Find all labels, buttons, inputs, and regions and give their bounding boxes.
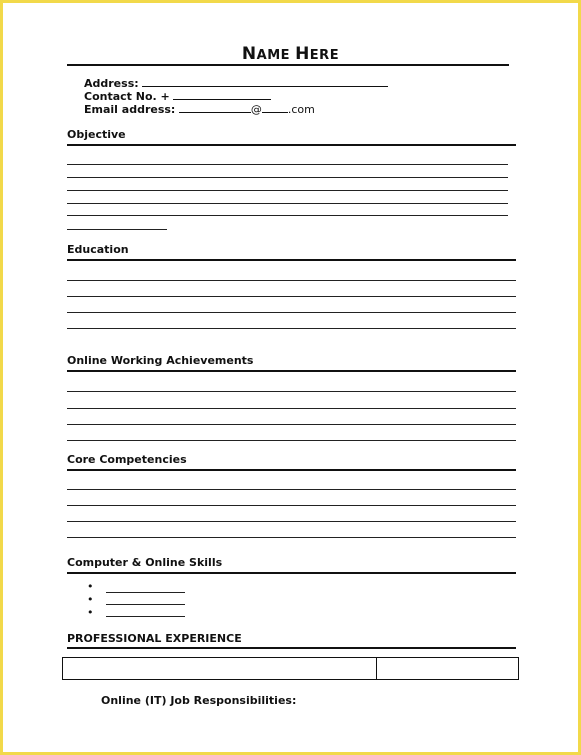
- computer-skills-rule: [67, 572, 516, 574]
- contact-block: [84, 77, 404, 116]
- email-user-blank: [179, 103, 251, 113]
- achievements-line: [67, 408, 516, 409]
- competencies-line: [67, 489, 516, 490]
- contact-line: [84, 90, 404, 103]
- competencies-line: [67, 537, 516, 538]
- skill-blank: [106, 592, 185, 593]
- objective-heading: Objective: [67, 128, 126, 141]
- objective-rule: [67, 144, 516, 146]
- objective-line: [67, 190, 508, 191]
- professional-experience-rule: [67, 647, 516, 649]
- candidate-name: NAME HERE: [241, 44, 340, 64]
- education-rule: [67, 259, 516, 261]
- education-line: [67, 312, 516, 313]
- achievements-line: [67, 424, 516, 425]
- email-domain: .com: [287, 103, 315, 116]
- achievements-line: [67, 391, 516, 392]
- email-line: [84, 103, 404, 116]
- core-competencies-heading: Core Competencies: [67, 453, 187, 466]
- objective-line: [67, 203, 508, 204]
- education-line: [67, 296, 516, 297]
- education-line: [67, 328, 516, 329]
- competencies-line: [67, 505, 516, 506]
- skill-blank: [106, 604, 185, 605]
- objective-line: [67, 164, 508, 165]
- skill-bullet: •: [87, 593, 94, 606]
- contact-label: Contact No. +: [84, 90, 170, 103]
- computer-skills-heading: Computer & Online Skills: [67, 556, 223, 569]
- objective-line-short: [67, 229, 167, 230]
- address-line: [84, 77, 404, 90]
- competencies-line: [67, 521, 516, 522]
- skill-blank: [106, 616, 185, 617]
- core-competencies-rule: [67, 469, 516, 471]
- objective-line: [67, 215, 508, 216]
- email-label: Email address:: [84, 103, 176, 116]
- achievements-line: [67, 440, 516, 441]
- name-underline: [67, 64, 509, 66]
- objective-line: [67, 177, 508, 178]
- contact-blank: [173, 90, 271, 100]
- professional-experience-heading: PROFESSIONAL EXPERIENCE: [67, 632, 242, 645]
- email-domain-blank: [262, 103, 288, 113]
- skill-bullet: •: [87, 580, 94, 593]
- experience-table-divider: [376, 658, 377, 679]
- skill-bullet: •: [87, 606, 94, 619]
- address-blank: [142, 77, 388, 87]
- job-responsibilities-heading: Online (IT) Job Responsibilities:: [101, 694, 297, 707]
- email-at: @: [250, 103, 262, 116]
- education-heading: Education: [67, 243, 129, 256]
- experience-table: [62, 657, 519, 680]
- online-achievements-heading: Online Working Achievements: [67, 354, 254, 367]
- education-line: [67, 280, 516, 281]
- address-label: Address:: [84, 77, 139, 90]
- online-achievements-rule: [67, 370, 516, 372]
